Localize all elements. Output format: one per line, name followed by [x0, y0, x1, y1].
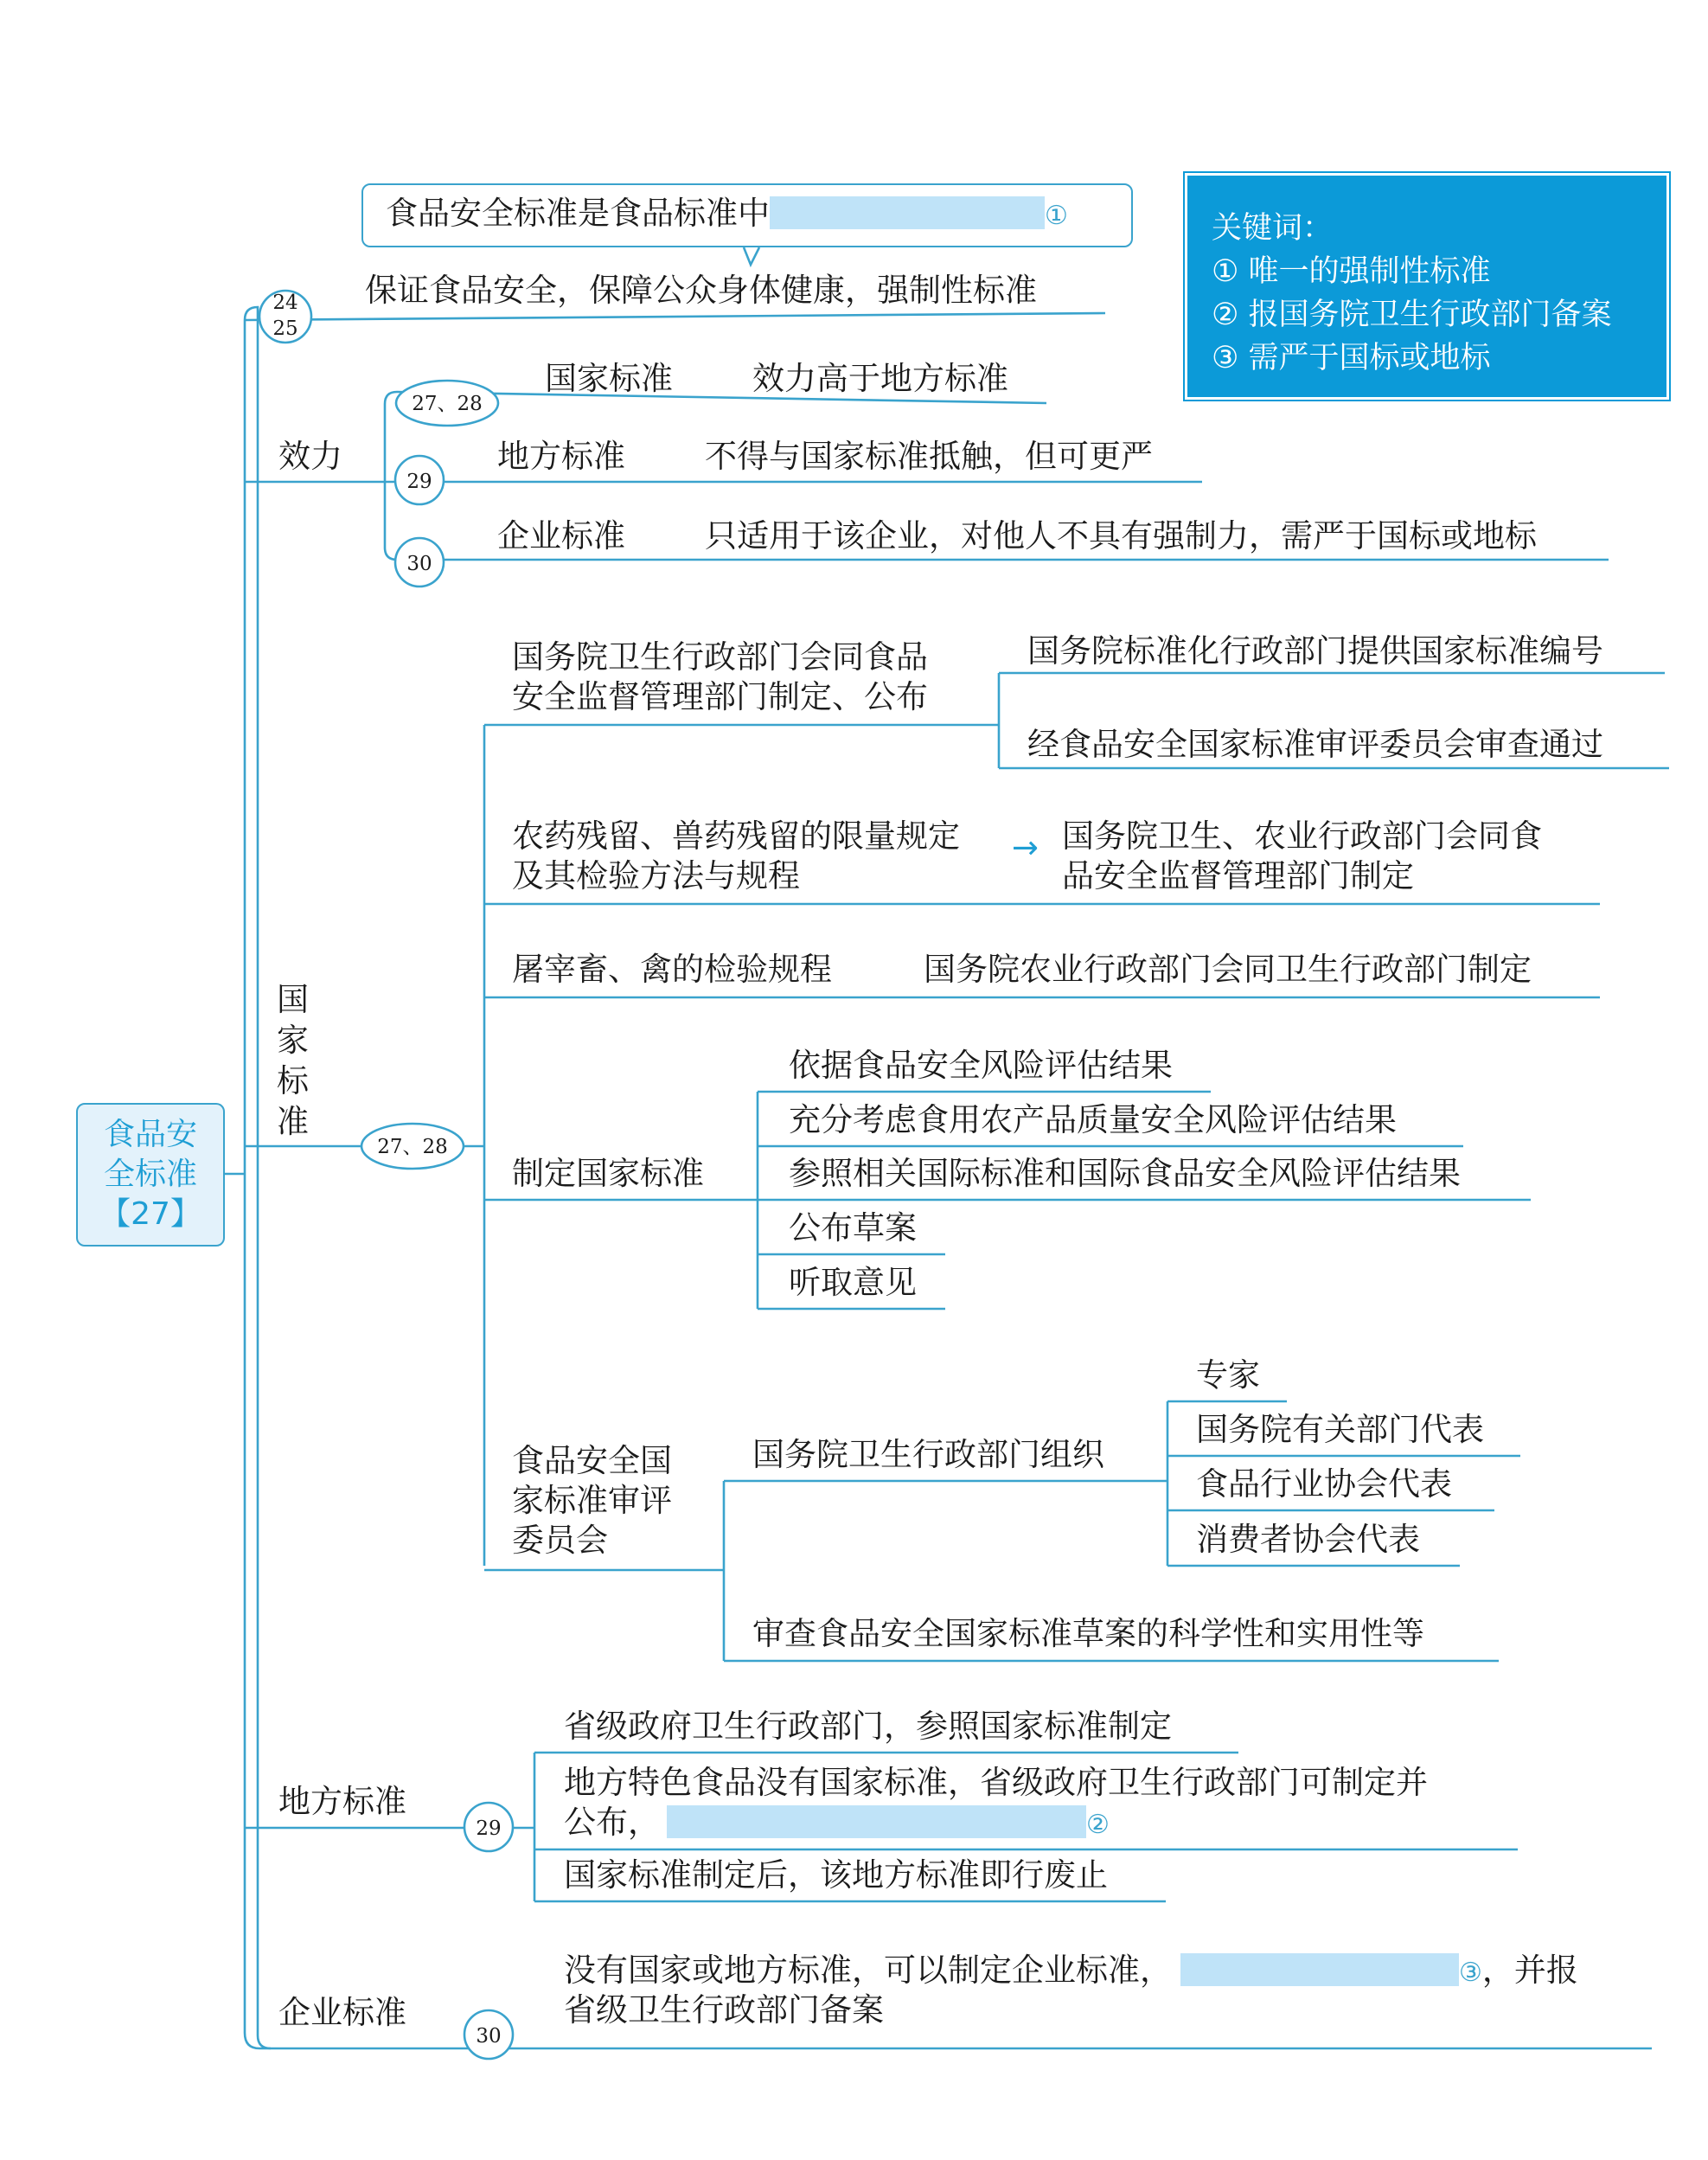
- committee-member-4: 消费者协会代表: [1196, 1521, 1420, 1558]
- effect-enterprise-desc: 只适用于该企业，对他人不具有强制力，需严于国标或地标: [705, 517, 1537, 554]
- pesticide-line-1: 农药残留、兽药残留的限量规定: [512, 817, 960, 855]
- main-spine: [245, 307, 271, 2048]
- badge-enterprise: [464, 2010, 513, 2059]
- effect-local-type: 地方标准: [497, 438, 625, 475]
- keywords-box: [1185, 173, 1669, 400]
- root-node: [76, 1103, 225, 1247]
- svg-text:24: 24: [272, 292, 298, 314]
- pesticide-line-2: 及其检验方法与规程: [512, 857, 800, 894]
- effect-national-desc: 效力高于地方标准: [752, 360, 1008, 397]
- root-line-3: 【27】: [99, 1196, 202, 1232]
- keyword-3: ③ 需严于国标或地标: [1212, 341, 1491, 375]
- svg-text:27、28: 27、28: [377, 1136, 448, 1158]
- national-label-3: 标: [277, 1062, 309, 1099]
- svg-text:25: 25: [272, 317, 298, 340]
- national-label-1: 国: [277, 981, 309, 1018]
- enterprise-line-1: 没有国家或地方标准，可以制定企业标准，: [564, 1952, 1172, 1989]
- committee-review: 审查食品安全国家标准草案的科学性和实用性等: [752, 1615, 1424, 1652]
- blank-1: [770, 196, 1045, 229]
- make-item-3: 参照相关国际标准和国际食品安全风险评估结果: [789, 1155, 1461, 1192]
- formulate-sub-2: 经食品安全国家标准审评委员会审查通过: [1027, 726, 1603, 763]
- local-item-3: 国家标准制定后，该地方标准即行废止: [564, 1856, 1108, 1894]
- committee-member-1: 专家: [1196, 1356, 1260, 1394]
- keyword-1: ① 唯一的强制性标准: [1212, 254, 1491, 289]
- slaughter-right: 国务院农业行政部门会同卫生行政部门制定: [924, 951, 1532, 988]
- pesticide-arrow-icon: →: [1012, 829, 1040, 866]
- committee-organizer: 国务院卫生行政部门组织: [752, 1436, 1104, 1473]
- definition-callout: [361, 183, 1133, 247]
- badge-24-25: [259, 291, 311, 343]
- root-line-2: 全标准: [103, 1157, 197, 1192]
- committee-member-3: 食品行业协会代表: [1196, 1465, 1452, 1503]
- effect-local-desc: 不得与国家标准抵触，但可更严: [705, 438, 1153, 475]
- keyword-2: ② 报国务院卫生行政部门备案: [1212, 298, 1612, 332]
- make-label: 制定国家标准: [512, 1155, 704, 1192]
- svg-text:29: 29: [476, 1817, 502, 1840]
- callout-text: 食品安全标准是食品标准中: [386, 195, 770, 232]
- committee-member-2: 国务院有关部门代表: [1196, 1411, 1484, 1448]
- pesticide-target-1: 国务院卫生、农业行政部门会同食: [1062, 817, 1542, 855]
- blank-2: [667, 1805, 1086, 1838]
- formulate-sub-1: 国务院标准化行政部门提供国家标准编号: [1027, 632, 1603, 670]
- blank-mark-1: ①: [1045, 201, 1068, 231]
- national-label-2: 家: [277, 1022, 309, 1059]
- enterprise-line-1-tail: ，并报: [1481, 1952, 1578, 1989]
- badge-national: [361, 1124, 464, 1169]
- make-item-1: 依据食品安全风险评估结果: [789, 1047, 1173, 1084]
- enterprise-label: 企业标准: [278, 1994, 406, 2031]
- blank-mark-3: ③: [1459, 1958, 1482, 1988]
- badge-effect-national: [396, 381, 498, 426]
- badge-effect-local: [395, 456, 444, 504]
- formulate-line-1: 国务院卫生行政部门会同食品: [512, 638, 928, 676]
- badge-effect-enterprise: [395, 538, 444, 586]
- badge-local: [464, 1803, 513, 1851]
- effect-label: 效力: [278, 438, 342, 475]
- make-item-2: 充分考虑食用农产品质量安全风险评估结果: [789, 1101, 1397, 1138]
- committee-line-2: 家标准审评: [512, 1482, 672, 1519]
- local-item-1: 省级政府卫生行政部门，参照国家标准制定: [564, 1708, 1172, 1745]
- local-item-2-line-1: 地方特色食品没有国家标准，省级政府卫生行政部门可制定并: [564, 1764, 1428, 1801]
- svg-text:27、28: 27、28: [412, 393, 483, 415]
- root-line-1: 食品安: [103, 1117, 197, 1152]
- slaughter-left: 屠宰畜、禽的检验规程: [512, 951, 832, 988]
- bubble-tail: [744, 247, 759, 265]
- keywords-title: 关键词：: [1212, 211, 1334, 246]
- svg-text:30: 30: [406, 553, 432, 575]
- committee-line-1: 食品安全国: [512, 1442, 672, 1479]
- make-item-4: 公布草案: [789, 1209, 917, 1247]
- effect-national-type: 国家标准: [545, 360, 673, 397]
- local-label: 地方标准: [278, 1783, 406, 1820]
- blank-mark-2: ②: [1086, 1810, 1110, 1840]
- svg-text:29: 29: [406, 471, 432, 493]
- local-item-2-line-2: 公布，: [564, 1804, 660, 1841]
- national-label-4: 准: [277, 1103, 309, 1140]
- effect-enterprise-type: 企业标准: [497, 517, 625, 554]
- definition-text: 保证食品安全，保障公众身体健康，强制性标准: [365, 272, 1037, 309]
- make-item-5: 听取意见: [789, 1264, 917, 1301]
- formulate-line-2: 安全监督管理部门制定、公布: [512, 678, 928, 715]
- committee-line-3: 委员会: [512, 1522, 608, 1559]
- pesticide-target-2: 品安全监督管理部门制定: [1062, 857, 1414, 894]
- blank-3: [1180, 1953, 1459, 1986]
- enterprise-line-2: 省级卫生行政部门备案: [564, 1991, 884, 2029]
- svg-text:30: 30: [476, 2025, 502, 2048]
